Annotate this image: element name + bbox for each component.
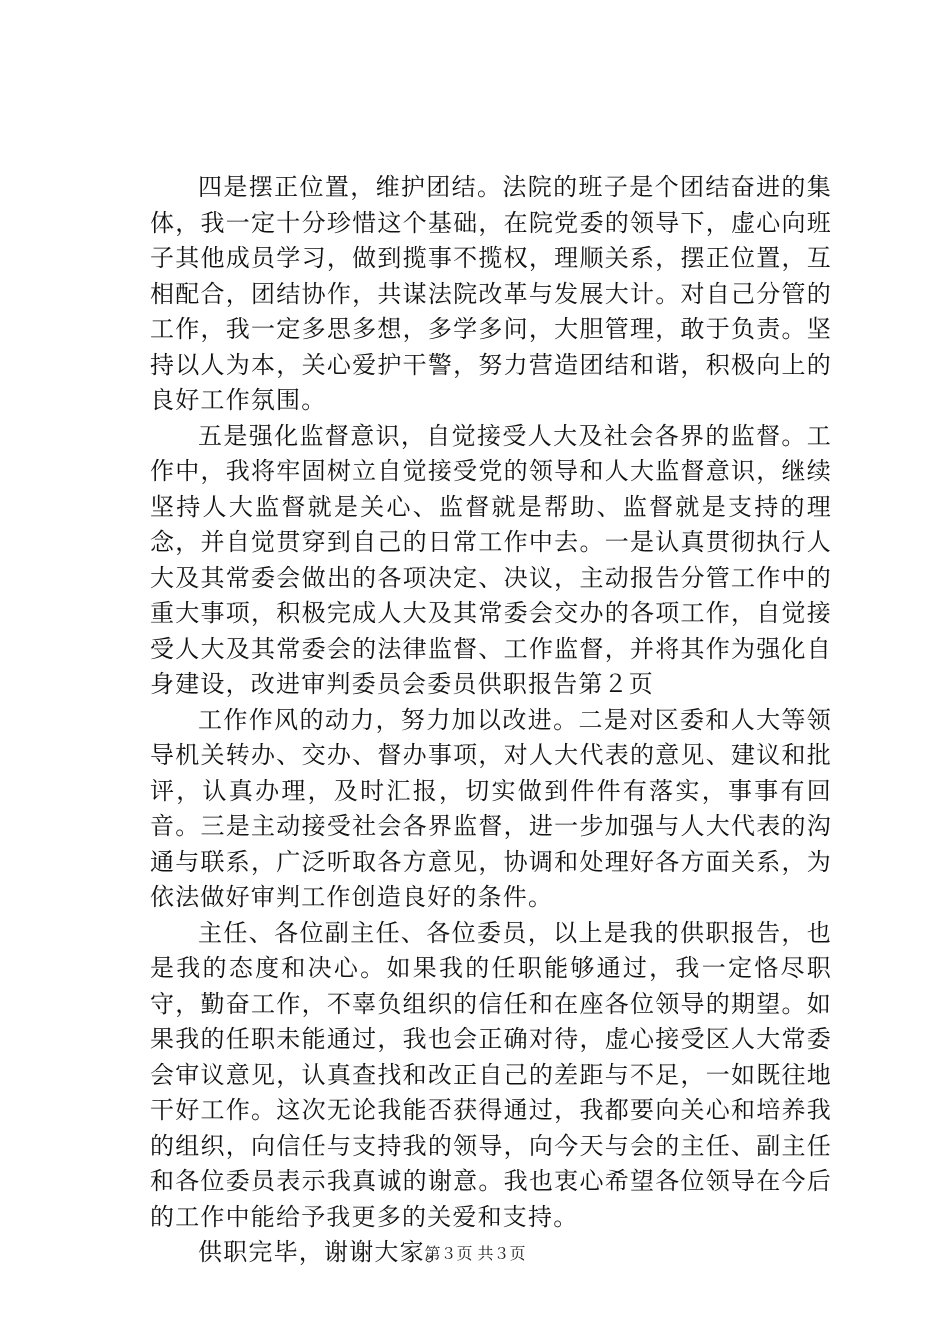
- paragraph-work-style: 工作作风的动力，努力加以改进。二是对区委和人大等领导机关转办、交办、督办事项，对人大代表的意见、建议和批评，认真办理，及时汇报，切实做到件件有落实，事事有回音。三是主动接受社会各界监督，进一步加强与人大代表的沟通与联系，广泛听取各方意见，协调和处理好各方面关系，为依法做好审判工作创造良好的条件。: [150, 705, 832, 911]
- page-number-footer: 第３页 共３页: [424, 1244, 526, 1263]
- paragraph-closing-statement: 主任、各位副主任、各位委员，以上是我的供职报告，也是我的态度和决心。如果我的任职能够通过，我一定恪尽职守，勤奋工作，不辜负组织的信任和在座各位领导的期望。如果我的任职未能通过，我也会正确对待，虚心接受区人大常委会审议意见，认真查找和改正自己的差距与不足，一如既往地干好工作。这次无论我能否获得通过，我都要向关心和培养我的组织，向信任与支持我的领导，向今天与会的主任、副主任和各位委员表示我真诚的谢意。我也衷心希望各位领导在今后的工作中能给予我更多的关爱和支持。: [150, 918, 832, 1231]
- paragraph-maintain-unity: 四是摆正位置，维护团结。法院的班子是个团结奋进的集体，我一定十分珍惜这个基础，在院党委的领导下，虚心向班子其他成员学习，做到揽事不揽权，理顺关系，摆正位置，互相配合，团结协作，共谋法院改革与发展大计。对自己分管的工作，我一定多思多想，多学多问，大胆管理，敢于负责。坚持以人为本，关心爱护干警，努力营造团结和谐，积极向上的良好工作氛围。: [150, 173, 832, 414]
- paragraph-supervision: 五是强化监督意识，自觉接受人大及社会各界的监督。工作中，我将牢固树立自觉接受党的领导和人大监督意识，继续坚持人大监督就是关心、监督就是帮助、监督就是支持的理念，并自觉贯穿到自己的日常工作中去。一是认真贯彻执行人大及其常委会做出的各项决定、决议，主动报告分管工作中的重大事项，积极完成人大及其常委会交办的各项工作，自觉接受人大及其常委会的法律监督、工作监督，并将其作为强化自身建设，改进审判委员会委员供职报告第２页: [150, 421, 832, 698]
- paragraph-thanks: 供职完毕，谢谢大家。: [198, 1238, 450, 1266]
- document-body: [150, 170, 832, 1271]
